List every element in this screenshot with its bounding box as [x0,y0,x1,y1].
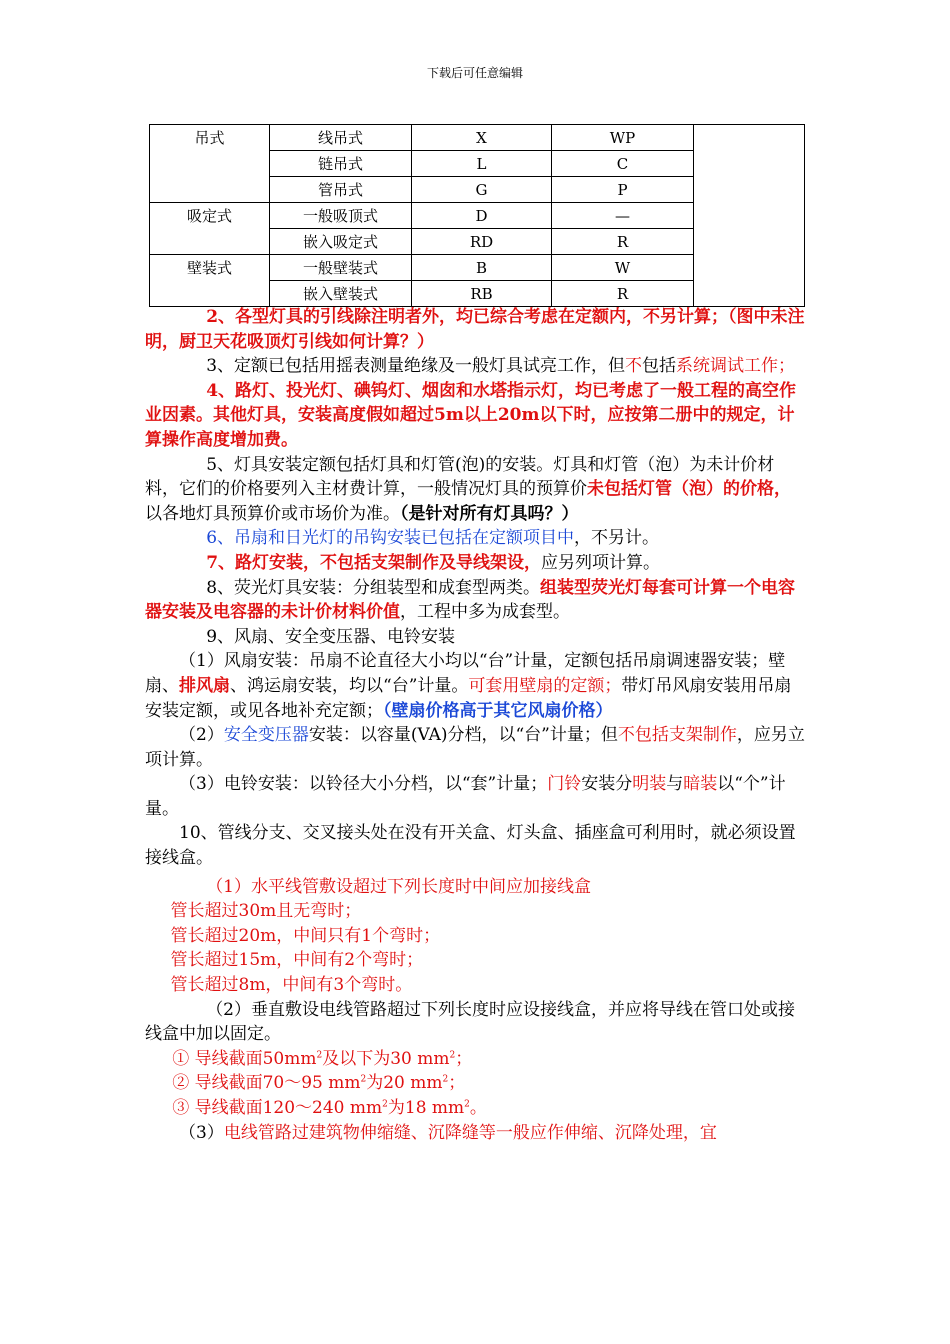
table-cell: — [552,203,694,229]
table-cell: 嵌入壁装式 [270,281,412,307]
paragraph-9-2 [145,723,807,772]
table-cell: R [552,281,694,307]
text: 电线管路过建筑物伸缩缝、沉降缝等一般应作伸缩、沉降处理，宜 [223,1122,717,1143]
table-cell: W [552,255,694,281]
table-cell-empty [694,125,805,307]
list-item [145,1047,807,1072]
paragraph-10-2: （2）垂直敷设电线管路超过下列长度时应设接线盒，并应将导线在管口处或接线盒中加以固定。 [145,999,796,1045]
table-cell: B [412,255,552,281]
text: 以“个”计量。 [145,774,786,819]
table-cell: G [412,177,552,203]
text: ③ 导线截面120～240 mm [172,1098,383,1118]
text: 系统调试工作； [676,356,796,377]
superscript: 2 [442,1074,449,1085]
text: （3） [179,1122,224,1143]
paragraph-9-3 [145,772,807,821]
paragraph-9-1 [145,649,807,723]
paragraph-8 [145,576,807,625]
table-cell: 壁装式 [150,255,270,307]
paragraph-4: 4、路灯、投光灯、碘钨灯、烟囱和水塔指示灯，均已考虑了一般工程的高空作业因素。其他灯具，安装高度假如超过5m以上20m以下时，应按第二册中的规定，计算操作高度增加费。 [145,380,797,450]
superscript: 2 [316,1050,323,1061]
paragraph-9: 9、风扇、安全变压器、电铃安装 [206,626,456,647]
text: ； [455,1048,473,1069]
list-item [145,1071,807,1096]
list-item: 管长超过30m且无弯时； [170,901,362,922]
text: （3）电铃安装：以铃径大小分档，以“套”计量； [179,774,548,795]
table-cell: L [412,151,552,177]
text: （壁扇价格高于其它风扇价格） [383,700,613,721]
text: 3、定额已包括用摇表测量绝缘及一般灯具试亮工作，但 [206,356,626,377]
table-cell: 吸定式 [150,203,270,255]
table-cell: 嵌入吸定式 [270,229,412,255]
paragraph-10-3 [145,1121,807,1146]
paragraph-10: 10、管线分支、交叉接头处在没有开关盒、灯头盒、插座盒可利用时，就必须设置接线盒。 [145,823,796,869]
text: ； [448,1073,466,1094]
document-body [145,305,807,1145]
table-cell: R [552,229,694,255]
paragraph-7 [145,551,807,576]
text: ，不另计。 [574,528,660,549]
table-cell: 一般吸顶式 [270,203,412,229]
lamp-mount-table [149,124,805,307]
paragraph-6 [145,526,807,551]
superscript: 2 [382,1099,388,1110]
paragraph-5 [145,453,807,527]
text: 组装型荧光灯每套可计算一个电容器安装及电容器的未计价材料价值 [145,577,796,623]
text: 及以下为30 mm [322,1048,450,1069]
text: 明装 [632,774,667,795]
text: 包括 [642,356,677,377]
text: 暗装 [683,774,718,795]
text: ，工程中多为成套型。 [400,602,570,623]
table-cell: X [412,125,552,151]
table-cell: 线吊式 [270,125,412,151]
superscript: 2 [464,1099,470,1110]
text: 带灯吊风扇安装用吊扇安装定额，或见各地补充定额； [145,675,792,721]
table-cell: 一般壁装式 [270,255,412,281]
text: 为18 mm [387,1098,465,1118]
text: ② 导线截面70～95 mm [172,1073,361,1094]
table-cell: 链吊式 [270,151,412,177]
table-row [150,125,805,151]
table-cell: RD [412,229,552,255]
text: 。 [469,1098,487,1118]
superscript: 2 [449,1050,456,1061]
text: 安装分 [581,774,633,795]
text: 安装：以容量(VA)分档，以“台”计量；但 [308,725,618,746]
table-cell: 吊式 [150,125,270,203]
text: 可套用壁扇的定额； [468,675,622,696]
list-item: 管长超过8m，中间有3个弯时。 [170,975,413,996]
text: ，应另立项计算。 [145,725,805,770]
text: （是针对所有灯具吗？） [400,503,579,524]
text: 以各地灯具预算价或市场价为准。 [145,503,400,524]
text: 、鸿运扇安装，均以“台”计量。 [230,675,469,696]
list-item: 管长超过15m，中间有2个弯时； [170,950,424,971]
superscript: 2 [360,1074,367,1085]
text: 5、灯具安装定额包括灯具和灯管(泡)的安装。灯具和灯管（泡）为未计价材料，它们的价格要列入主材费计算，一般情况灯具的预算价 [145,454,775,500]
text: 排风扇 [179,675,230,696]
text: 为20 mm [366,1073,443,1094]
paragraph-2: 2、各型灯具的引线除注明者外，均已综合考虑在定额内，不另计算；（图中未注明，厨卫天花吸顶灯引线如何计算？） [145,307,805,352]
table-cell: D [412,203,552,229]
table-cell: WP [552,125,694,151]
table-cell: P [552,177,694,203]
text: 不 [625,356,643,377]
text: 门铃 [547,774,582,795]
paragraph-10-1: （1）水平线管敷设超过下列长度时中间应加接线盒 [206,876,592,897]
table-cell: 管吊式 [270,177,412,203]
list-item [145,1096,807,1121]
text: （1）风扇安装：吊扇不论直径大小均以“台”计量，定额包括吊扇调速器安装；壁扇、 [145,651,786,696]
table-cell: C [552,151,694,177]
text: 未包括灯管（泡）的价格， [587,479,791,500]
text: 7、路灯安装，不包括支架制作及导线架设， [206,552,542,573]
list-item: 管长超过20m，中间只有1个弯时； [170,925,441,946]
text: 安全变压器 [223,725,309,746]
table-cell: RB [412,281,552,307]
text: ① 导线截面50mm [172,1048,317,1069]
text: 应另列项计算。 [541,552,661,573]
text: 6、吊扇和日光灯的吊钩安装已包括在定额项目中 [206,528,575,549]
paragraph-3 [145,354,807,379]
text: （2） [179,725,224,746]
text: 8、荧光灯具安装：分组装型和成套型两类。 [206,577,541,598]
text: 不包括支架制作 [617,725,737,746]
text: 与 [666,774,684,795]
page-header: 下载后可任意编辑 [426,66,523,80]
